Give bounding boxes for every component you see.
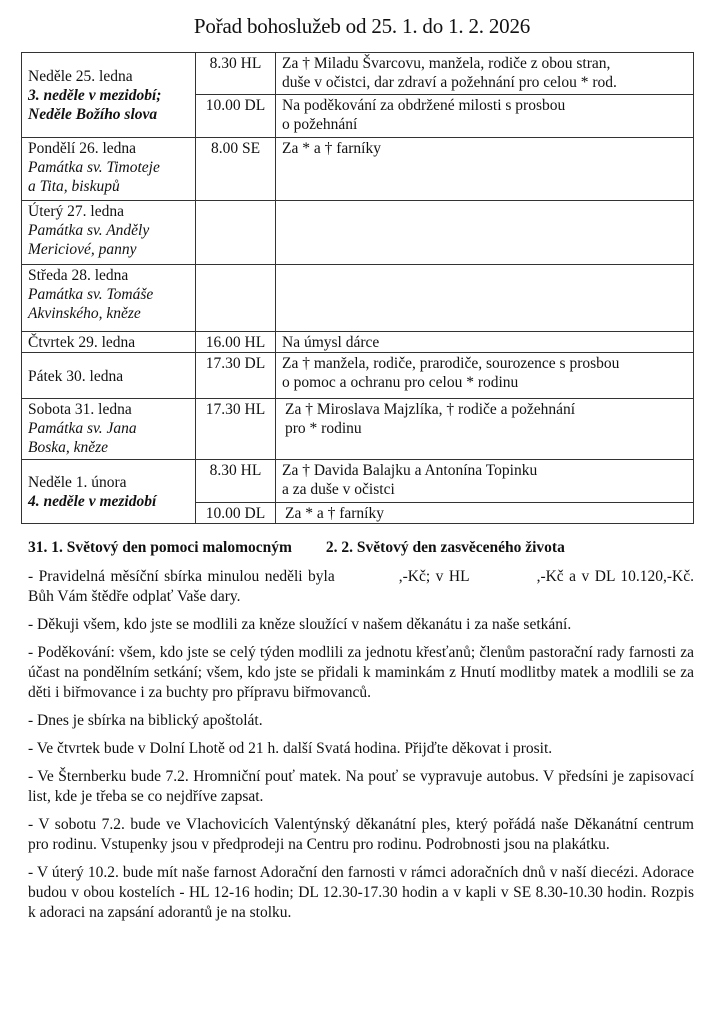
mass-intention <box>276 503 694 524</box>
day-name: Pondělí 26. ledna <box>28 140 137 157</box>
table-row <box>22 460 694 503</box>
mass-intention <box>276 265 694 332</box>
feast-name: 4. neděle v mezidobí <box>28 493 157 510</box>
memorial-name: Památka sv. Timoteje <box>28 159 160 176</box>
intention-line: o požehnání <box>282 116 358 133</box>
memorial-name: Boska, kněze <box>28 439 109 456</box>
mass-intention <box>276 353 694 399</box>
table-row <box>22 332 694 353</box>
mass-time: 10.00 DL <box>196 95 276 138</box>
day-cell <box>22 138 196 201</box>
intention-line: Za † manžela, rodiče, prarodiče, sourozence s prosbou <box>282 355 620 372</box>
intention-line: Za † Miladu Švarcovu, manžela, rodiče z obou stran, <box>282 55 611 72</box>
table-row <box>22 399 694 460</box>
collection-text: ,-Kč; v HL <box>398 568 470 585</box>
world-day-leprosy: 31. 1. Světový den pomoci malomocným <box>28 539 292 556</box>
day-cell <box>22 332 196 353</box>
table-row <box>22 138 694 201</box>
memorial-name: Mericiové, panny <box>28 241 137 258</box>
announcement-item: - Poděkování: všem, kdo jste se celý týden modlili za jednotu křesťanů; členům pastorační rady farnosti za účast na pondělním setkání; všem, kdo jste se přidali k maminkám z Hnutí modlitby matek a modlili se za děti i biřmovance i za buchty pro přípravu biřmovanců. <box>28 644 694 701</box>
feast-name: 3. neděle v mezidobí; <box>28 87 162 104</box>
mass-intention <box>276 53 694 95</box>
memorial-name: a Tita, biskupů <box>28 178 120 195</box>
day-cell <box>22 460 196 524</box>
intention-line: Na poděkování za obdržené milosti s prosbou <box>282 97 566 114</box>
day-cell <box>22 353 196 399</box>
intention-line: a za duše v očistci <box>282 481 395 498</box>
mass-intention <box>276 201 694 265</box>
intention-line: Za † Davida Balajku a Antonína Topinku <box>282 462 538 479</box>
day-name: Úterý 27. ledna <box>28 203 124 220</box>
table-row <box>22 53 694 95</box>
intention-line: Na úmysl dárce <box>282 334 380 351</box>
announcement-item: - Děkuji všem, kdo jste se modlili za kněze sloužící v našem děkanátu i za naše setkání. <box>28 616 572 633</box>
announcement-item: - V úterý 10.2. bude mít naše farnost Adorační den farnosti v rámci adoračních dnů v naší diecézi. Adorace budou v obou kostelích - HL 12-16 hodin; DL 12.30-17.30 hodin a v kapli v SE 8.30-10.30 hodin. Rozpis k adoraci na zapsání adorantů je na stolku. <box>28 864 694 921</box>
mass-intention <box>276 460 694 503</box>
mass-time: 8.30 HL <box>196 53 276 95</box>
mass-time: 16.00 HL <box>196 332 276 353</box>
memorial-name: Památka sv. Tomáše <box>28 286 154 303</box>
announcement-collection <box>28 567 694 607</box>
announcement-item: - V sobotu 7.2. bude ve Vlachovicích Valentýnský děkanátní ples, který pořádá naše Děkanátní centrum pro rodinu. Vstupenky jsou v předprodeji na Centru pro rodinu. Podrobnosti jsou na plakátku. <box>28 816 694 853</box>
mass-intention <box>276 95 694 138</box>
mass-intention <box>276 332 694 353</box>
table-row <box>22 265 694 332</box>
intention-line: Za † Miroslava Majzlíka, † rodiče a požehnání <box>285 401 576 418</box>
mass-intention <box>276 138 694 201</box>
table-row <box>22 201 694 265</box>
announcement-item: - Ve čtvrtek bude v Dolní Lhotě od 21 h. další Svatá hodina. Přijďte děkovat i prosit. <box>28 740 553 757</box>
mass-time: 17.30 DL <box>196 353 276 399</box>
mass-time: 10.00 DL <box>196 503 276 524</box>
announcement-item: - Ve Šternberku bude 7.2. Hromniční pouť matek. Na pouť se vypravuje autobus. V předsíni je zapisovací list, kde je třeba se co nejdříve zapsat. <box>28 768 694 805</box>
day-name: Neděle 25. ledna <box>28 68 133 85</box>
intention-line: Za * a † farníky <box>285 505 384 522</box>
day-cell <box>22 201 196 265</box>
day-name: Středa 28. ledna <box>28 267 129 284</box>
day-name: Pátek 30. ledna <box>28 367 124 385</box>
intention-line: pro * rodinu <box>285 420 362 437</box>
intention-line: Za * a † farníky <box>282 140 381 157</box>
mass-time: 8.00 SE <box>196 138 276 201</box>
announcement-item: - Dnes je sbírka na biblický apoštolát. <box>28 712 263 729</box>
mass-time: 17.30 HL <box>196 399 276 460</box>
intention-line: o pomoc a ochranu pro celou * rodinu <box>282 374 519 391</box>
memorial-name: Památka sv. Jana <box>28 420 137 437</box>
memorial-name: Akvinského, kněze <box>28 305 141 322</box>
day-name: Neděle 1. února <box>28 474 127 491</box>
day-name: Sobota 31. ledna <box>28 401 132 418</box>
intention-line: duše v očistci, dar zdraví a požehnání pro celou * rod. <box>282 74 617 91</box>
day-cell <box>22 265 196 332</box>
announcements <box>28 538 694 931</box>
mass-schedule-table <box>21 52 694 524</box>
feast-name: Neděle Božího slova <box>28 106 158 123</box>
memorial-name: Památka sv. Anděly <box>28 222 150 239</box>
world-day-consecrated-life: 2. 2. Světový den zasvěceného života <box>325 539 565 556</box>
mass-time <box>196 265 276 332</box>
mass-intention <box>276 399 694 460</box>
mass-time: 8.30 HL <box>196 460 276 503</box>
day-name: Čtvrtek 29. ledna <box>28 334 136 351</box>
announcements-header <box>28 538 694 558</box>
day-cell <box>22 53 196 138</box>
collection-text: ,-Kč a v DL 10.120,-Kč. Bůh Vám štědře odplať Vaše dary. <box>28 568 695 605</box>
collection-text: - Pravidelná měsíční sbírka minulou neděli byla <box>28 568 335 585</box>
day-cell <box>22 399 196 460</box>
page-title: Pořad bohoslužeb od 25. 1. do 1. 2. 2026 <box>193 14 531 38</box>
table-row <box>22 353 694 399</box>
mass-time <box>196 201 276 265</box>
